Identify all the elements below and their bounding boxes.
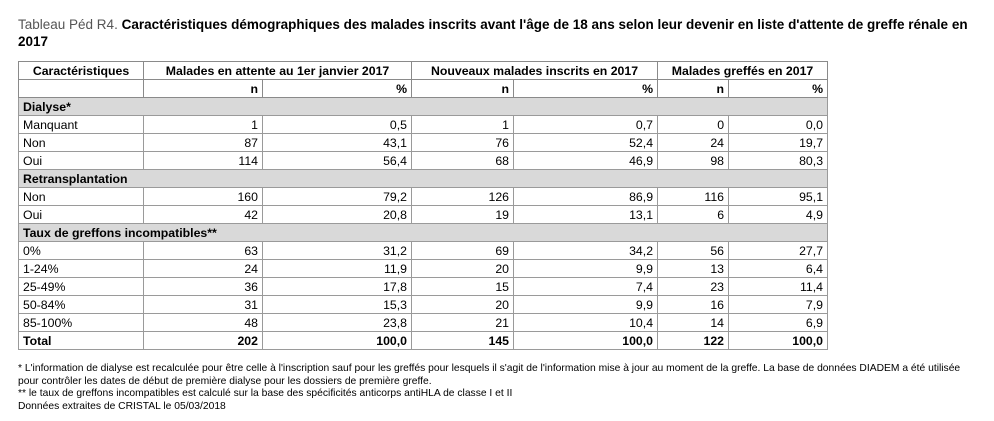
value-cell: 160 bbox=[144, 188, 263, 206]
value-cell: 0 bbox=[658, 116, 729, 134]
footnote: ** le taux de greffons incompatibles est calculé sur la base des spécificités anticorps antiHLA de classe I et II bbox=[18, 388, 513, 399]
value-cell: 19,7 bbox=[729, 134, 828, 152]
footnotes bbox=[18, 363, 983, 413]
section-label: Dialyse* bbox=[19, 98, 828, 116]
value-cell: 116 bbox=[658, 188, 729, 206]
table-header-row bbox=[19, 62, 828, 80]
table-row bbox=[19, 242, 828, 260]
value-cell: 9,9 bbox=[514, 296, 658, 314]
value-cell: 42 bbox=[144, 206, 263, 224]
value-cell: 98 bbox=[658, 152, 729, 170]
value-cell: 20 bbox=[412, 296, 514, 314]
value-cell: 11,9 bbox=[263, 260, 412, 278]
value-cell: 79,2 bbox=[263, 188, 412, 206]
header-cell: Nouveaux malades inscrits en 2017 bbox=[412, 62, 658, 80]
value-cell: 6 bbox=[658, 206, 729, 224]
value-cell: 69 bbox=[412, 242, 514, 260]
value-cell: 13,1 bbox=[514, 206, 658, 224]
subheader-cell: % bbox=[263, 80, 412, 98]
value-cell: 122 bbox=[658, 332, 729, 350]
value-cell: 56,4 bbox=[263, 152, 412, 170]
value-cell: 100,0 bbox=[729, 332, 828, 350]
header-cell: Malades en attente au 1er janvier 2017 bbox=[144, 62, 412, 80]
value-cell: 15 bbox=[412, 278, 514, 296]
value-cell: 1 bbox=[144, 116, 263, 134]
value-cell: 34,2 bbox=[514, 242, 658, 260]
value-cell: 13 bbox=[658, 260, 729, 278]
value-cell: 23 bbox=[658, 278, 729, 296]
footnote: Données extraites de CRISTAL le 05/03/2018 bbox=[18, 400, 226, 412]
value-cell: 6,4 bbox=[729, 260, 828, 278]
value-cell: 68 bbox=[412, 152, 514, 170]
value-cell: 126 bbox=[412, 188, 514, 206]
value-cell: 56 bbox=[658, 242, 729, 260]
table-subheader-row bbox=[19, 80, 828, 98]
value-cell: 87 bbox=[144, 134, 263, 152]
section-header-row bbox=[19, 98, 828, 116]
row-label: Oui bbox=[19, 152, 144, 170]
value-cell: 1 bbox=[412, 116, 514, 134]
value-cell: 4,9 bbox=[729, 206, 828, 224]
value-cell: 0,7 bbox=[514, 116, 658, 134]
value-cell: 10,4 bbox=[514, 314, 658, 332]
value-cell: 24 bbox=[658, 134, 729, 152]
data-table bbox=[18, 61, 828, 350]
value-cell: 100,0 bbox=[514, 332, 658, 350]
value-cell: 24 bbox=[144, 260, 263, 278]
value-cell: 17,8 bbox=[263, 278, 412, 296]
table-title bbox=[18, 16, 983, 50]
value-cell: 7,4 bbox=[514, 278, 658, 296]
subheader-cell: n bbox=[658, 80, 729, 98]
subheader-cell: n bbox=[144, 80, 263, 98]
value-cell: 23,8 bbox=[263, 314, 412, 332]
value-cell: 52,4 bbox=[514, 134, 658, 152]
row-label: 50-84% bbox=[19, 296, 144, 314]
table-number-label: Tableau Péd R4. bbox=[18, 17, 118, 32]
table-row bbox=[19, 206, 828, 224]
value-cell: 43,1 bbox=[263, 134, 412, 152]
table-row bbox=[19, 296, 828, 314]
row-label: 0% bbox=[19, 242, 144, 260]
table-title-text: Caractéristiques démographiques des malades inscrits avant l'âge de 18 ans selon leur devenir en liste d'attente de greffe rénale en 2017 bbox=[18, 17, 968, 49]
value-cell: 16 bbox=[658, 296, 729, 314]
value-cell: 114 bbox=[144, 152, 263, 170]
value-cell: 9,9 bbox=[514, 260, 658, 278]
value-cell: 20 bbox=[412, 260, 514, 278]
value-cell: 100,0 bbox=[263, 332, 412, 350]
value-cell: 86,9 bbox=[514, 188, 658, 206]
footnote: * L'information de dialyse est recalculée pour être celle à l'inscription sauf pour les greffés pour lesquels il s'agit de l'information mise à jour au moment de la greffe. La base de données DIADEM a été utilisée pour contrôler les dates de début de première dialyse pour les dossiers de première greffe. bbox=[18, 363, 961, 387]
value-cell: 46,9 bbox=[514, 152, 658, 170]
value-cell: 11,4 bbox=[729, 278, 828, 296]
section-header-row bbox=[19, 224, 828, 242]
table-row bbox=[19, 188, 828, 206]
value-cell: 31,2 bbox=[263, 242, 412, 260]
subheader-cell: % bbox=[514, 80, 658, 98]
value-cell: 145 bbox=[412, 332, 514, 350]
header-cell: Caractéristiques bbox=[19, 62, 144, 80]
value-cell: 0,5 bbox=[263, 116, 412, 134]
value-cell: 63 bbox=[144, 242, 263, 260]
value-cell: 202 bbox=[144, 332, 263, 350]
row-label: 25-49% bbox=[19, 278, 144, 296]
value-cell: 19 bbox=[412, 206, 514, 224]
table-row bbox=[19, 314, 828, 332]
value-cell: 21 bbox=[412, 314, 514, 332]
subheader-cell: % bbox=[729, 80, 828, 98]
row-label: 1-24% bbox=[19, 260, 144, 278]
table-row bbox=[19, 260, 828, 278]
row-label: Total bbox=[19, 332, 144, 350]
section-label: Retransplantation bbox=[19, 170, 828, 188]
value-cell: 6,9 bbox=[729, 314, 828, 332]
value-cell: 14 bbox=[658, 314, 729, 332]
row-label: Oui bbox=[19, 206, 144, 224]
table-row bbox=[19, 152, 828, 170]
value-cell: 76 bbox=[412, 134, 514, 152]
row-label: Manquant bbox=[19, 116, 144, 134]
row-label: 85-100% bbox=[19, 314, 144, 332]
table-row bbox=[19, 134, 828, 152]
value-cell: 36 bbox=[144, 278, 263, 296]
subheader-cell bbox=[19, 80, 144, 98]
table-row bbox=[19, 278, 828, 296]
value-cell: 31 bbox=[144, 296, 263, 314]
row-label: Non bbox=[19, 188, 144, 206]
value-cell: 15,3 bbox=[263, 296, 412, 314]
value-cell: 0,0 bbox=[729, 116, 828, 134]
value-cell: 95,1 bbox=[729, 188, 828, 206]
value-cell: 80,3 bbox=[729, 152, 828, 170]
value-cell: 20,8 bbox=[263, 206, 412, 224]
value-cell: 48 bbox=[144, 314, 263, 332]
value-cell: 27,7 bbox=[729, 242, 828, 260]
subheader-cell: n bbox=[412, 80, 514, 98]
section-header-row bbox=[19, 170, 828, 188]
value-cell: 7,9 bbox=[729, 296, 828, 314]
header-cell: Malades greffés en 2017 bbox=[658, 62, 828, 80]
total-row bbox=[19, 332, 828, 350]
row-label: Non bbox=[19, 134, 144, 152]
table-row bbox=[19, 116, 828, 134]
section-label: Taux de greffons incompatibles** bbox=[19, 224, 828, 242]
